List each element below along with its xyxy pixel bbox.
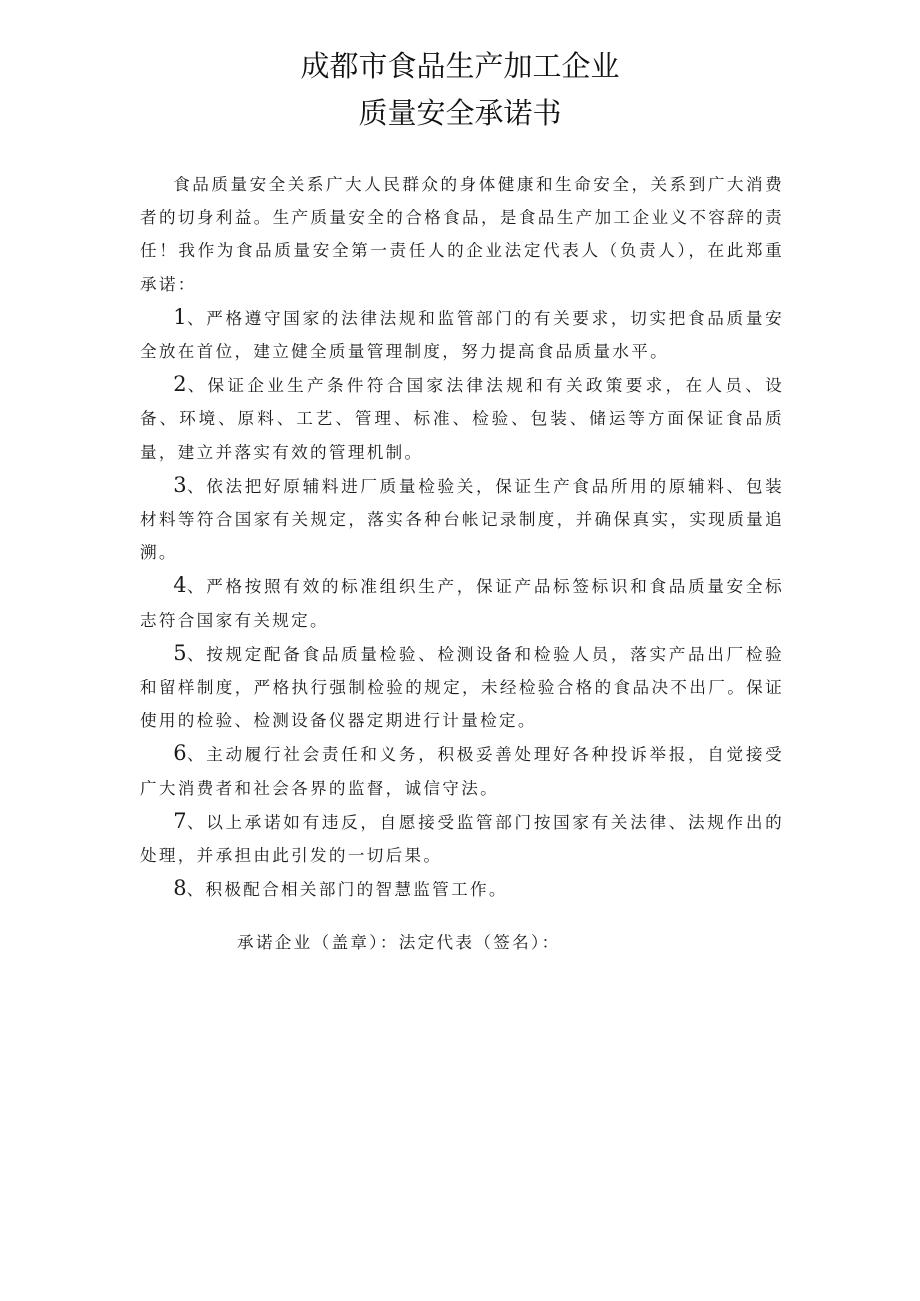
item-text: 、主动履行社会责任和义务，积极妥善处理好各种投诉举报，自觉接受广大消费者和社会各界的监督，诚信守法。 — [140, 745, 784, 798]
item-text: 、保证企业生产条件符合国家法律法规和有关政策要求，在人员、设备、环境、原料、工艺、管理、标准、检验、包装、储运等方面保证食品质量，建立并落实有效的管理机制。 — [140, 376, 784, 462]
item-number: 2 — [173, 372, 187, 397]
item-number: 3 — [173, 472, 187, 497]
item-text: 、严格按照有效的标准组织生产，保证产品标签标识和食品质量安全标志符合国家有关规定。 — [140, 577, 784, 630]
commitment-body — [140, 168, 784, 906]
item-text: 、依法把好原辅料进厂质量检验关，保证生产食品所用的原辅料、包装材料等符合国家有关规定，落实各种台帐记录制度，并确保真实，实现质量追溯。 — [140, 476, 784, 563]
item-number: 7 — [173, 808, 187, 833]
commitment-item-3 — [140, 469, 784, 570]
commitment-item-4 — [140, 569, 784, 636]
item-text: 、积极配合相关部门的智慧监管工作。 — [186, 880, 508, 900]
item-text: 、按规定配备食品质量检验、检测设备和检验人员，落实产品出厂检验和留样制度，严格执行强制检验的规定，未经检验合格的食品决不出厂。保证使用的检验、检测设备仪器定期进行计量检定。 — [140, 644, 784, 731]
document-title-line-1: 成都市食品生产加工企业 — [300, 49, 620, 83]
item-number: 1 — [173, 304, 187, 329]
item-number: 5 — [173, 640, 187, 665]
intro-paragraph: 食品质量安全关系广大人民群众的身体健康和生命安全，关系到广大消费者的切身利益。生产质量安全的合格食品，是食品生产加工企业义不容辞的责任！我作为食品质量安全第一责任人的企业法定代表人（负责人），在此郑重承诺： — [140, 175, 784, 294]
document-title-line-2: 质量安全承诺书 — [358, 96, 562, 130]
item-text: 、严格遵守国家的法律法规和监管部门的有关要求，切实把食品质量安全放在首位，建立健全质量管理制度，努力提高食品质量水平。 — [140, 308, 784, 362]
commitment-item-6 — [140, 737, 784, 804]
commitment-item-2 — [140, 368, 784, 469]
commitment-item-1 — [140, 301, 784, 368]
item-number: 8 — [173, 876, 187, 901]
item-text: 、以上承诺如有违反，自愿接受监管部门按国家有关法律、法规作出的处理，并承担由此引发的一切后果。 — [140, 812, 784, 866]
commitment-item-7 — [140, 805, 784, 872]
commitment-item-5 — [140, 637, 784, 738]
item-number: 4 — [173, 573, 187, 598]
item-number: 6 — [173, 741, 187, 766]
commitment-item-8 — [140, 872, 784, 906]
signature-line: 承诺企业（盖章）：法定代表（签名）： — [237, 933, 561, 952]
